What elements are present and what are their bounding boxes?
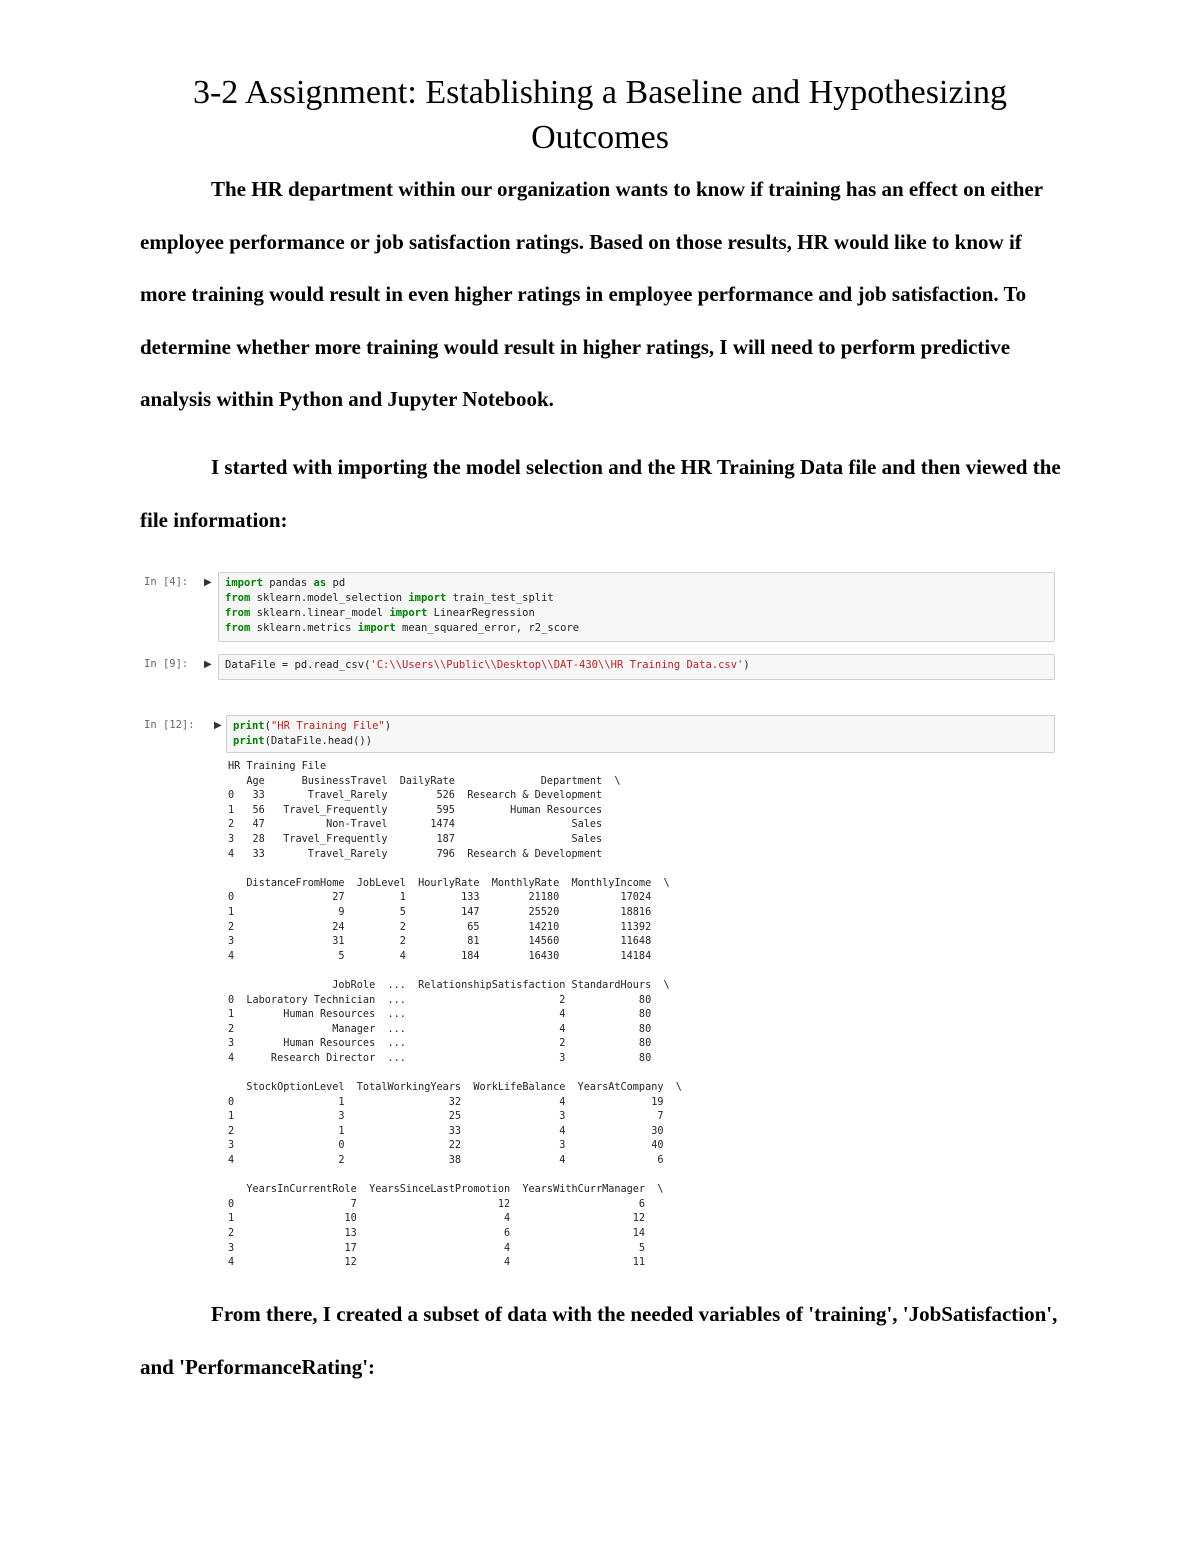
output-line: 1 10 4 12 xyxy=(228,1213,646,1225)
output-line: 0 1 32 4 19 xyxy=(228,1096,664,1108)
output-line: 0 33 Travel_Rarely 526 Research & Development xyxy=(228,790,603,802)
code-input[interactable] xyxy=(218,654,1055,680)
run-cell-icon[interactable]: ▶ xyxy=(214,720,222,731)
notebook-cell-read-csv xyxy=(140,654,1060,684)
output-line: JobRole ... RelationshipSatisfaction StandardHours \ xyxy=(228,979,670,991)
output-line: 4 2 38 4 6 xyxy=(228,1155,664,1167)
output-line: YearsInCurrentRole YearsSinceLastPromotion YearsWithCurrManager \ xyxy=(228,1184,664,1196)
output-line: 1 9 5 147 25520 18816 xyxy=(228,906,652,918)
output-line: DistanceFromHome JobLevel HourlyRate MonthlyRate MonthlyIncome \ xyxy=(228,877,670,889)
notebook-screenshot xyxy=(140,572,1060,1272)
subset-paragraph: From there, I created a subset of data with the needed variables of 'training', 'JobSatisfaction', and 'PerformanceRating': xyxy=(140,1302,1058,1379)
output-line: 4 33 Travel_Rarely 796 Research & Development xyxy=(228,848,603,860)
output-line: 1 3 25 3 7 xyxy=(228,1111,664,1123)
cell-prompt: In [9]: xyxy=(144,658,189,670)
output-line: 3 Human Resources ... 2 80 xyxy=(228,1038,652,1050)
output-line xyxy=(228,1169,682,1184)
code-line: from sklearn.model_selection import train_test_split xyxy=(225,592,554,604)
output-line: 2 Manager ... 4 80 xyxy=(228,1023,652,1035)
output-line: 3 28 Travel_Frequently 187 Sales xyxy=(228,833,603,845)
document-title xyxy=(140,70,1060,160)
run-cell-icon[interactable]: ▶ xyxy=(204,577,212,588)
output-line: 3 31 2 81 14560 11648 xyxy=(228,936,652,948)
code-line: from sklearn.metrics import mean_squared_error, r2_score xyxy=(225,622,580,634)
output-line: 2 47 Non-Travel 1474 Sales xyxy=(228,819,603,831)
intro-paragraph: The HR department within our organization wants to know if training has an effect on either employee performance or job satisfaction ratings. Based on those results, HR would like to know if more training would result in even higher ratings in employee performance and job satisfaction. To determine whether more training would result in higher ratings, I will need to perform predictive analysis within Python and Jupyter Notebook. xyxy=(140,177,1043,411)
code-input[interactable] xyxy=(226,715,1055,753)
output-line: 4 12 4 11 xyxy=(228,1257,646,1269)
code-line: print(DataFile.head()) xyxy=(233,735,373,747)
code-line: DataFile = pd.read_csv('C:\\Users\\Public\\Desktop\\DAT-430\\HR Training Data.csv') xyxy=(225,659,750,671)
output-line: 3 0 22 3 40 xyxy=(228,1140,664,1152)
output-line xyxy=(228,1066,682,1081)
output-line: 2 13 6 14 xyxy=(228,1228,646,1239)
cell-prompt: In [12]: xyxy=(144,719,195,731)
output-line xyxy=(228,862,682,877)
output-line: 1 Human Resources ... 4 80 xyxy=(228,1009,652,1021)
cell-output xyxy=(228,760,682,1271)
code-input[interactable] xyxy=(218,572,1055,642)
output-line: 0 27 1 133 21180 17024 xyxy=(228,892,652,904)
import-paragraph: I started with importing the model selection and the HR Training Data file and then viewed the file information: xyxy=(140,455,1061,532)
output-line: 2 1 33 4 30 xyxy=(228,1125,664,1137)
output-line: 4 5 4 184 16430 14184 xyxy=(228,950,652,962)
output-line: 4 Research Director ... 3 80 xyxy=(228,1052,652,1064)
title-line-1: 3-2 Assignment: Establishing a Baseline and Hypothesizing xyxy=(192,74,1007,111)
notebook-cell-imports xyxy=(140,572,1060,644)
output-line: Age BusinessTravel DailyRate Department \ xyxy=(228,775,621,787)
output-line: HR Training File xyxy=(228,761,327,772)
output-line: 2 24 2 65 14210 11392 xyxy=(228,921,652,933)
code-line: from sklearn.linear_model import LinearRegression xyxy=(225,607,535,619)
output-line: StockOptionLevel TotalWorkingYears WorkLifeBalance YearsAtCompany \ xyxy=(228,1082,682,1094)
title-line-2: Outcomes xyxy=(531,119,669,156)
output-line: 0 Laboratory Technician ... 2 80 xyxy=(228,994,652,1006)
cell-prompt: In [4]: xyxy=(144,576,189,588)
run-cell-icon[interactable]: ▶ xyxy=(204,659,212,670)
output-line: 3 17 4 5 xyxy=(228,1242,646,1254)
output-line: 0 7 12 6 xyxy=(228,1198,646,1210)
code-line: import pandas as pd xyxy=(225,577,346,589)
code-line: print("HR Training File") xyxy=(233,720,392,732)
output-line xyxy=(228,964,682,979)
output-line: 1 56 Travel_Frequently 595 Human Resources xyxy=(228,804,603,816)
notebook-cell-print-head xyxy=(140,715,1060,1275)
